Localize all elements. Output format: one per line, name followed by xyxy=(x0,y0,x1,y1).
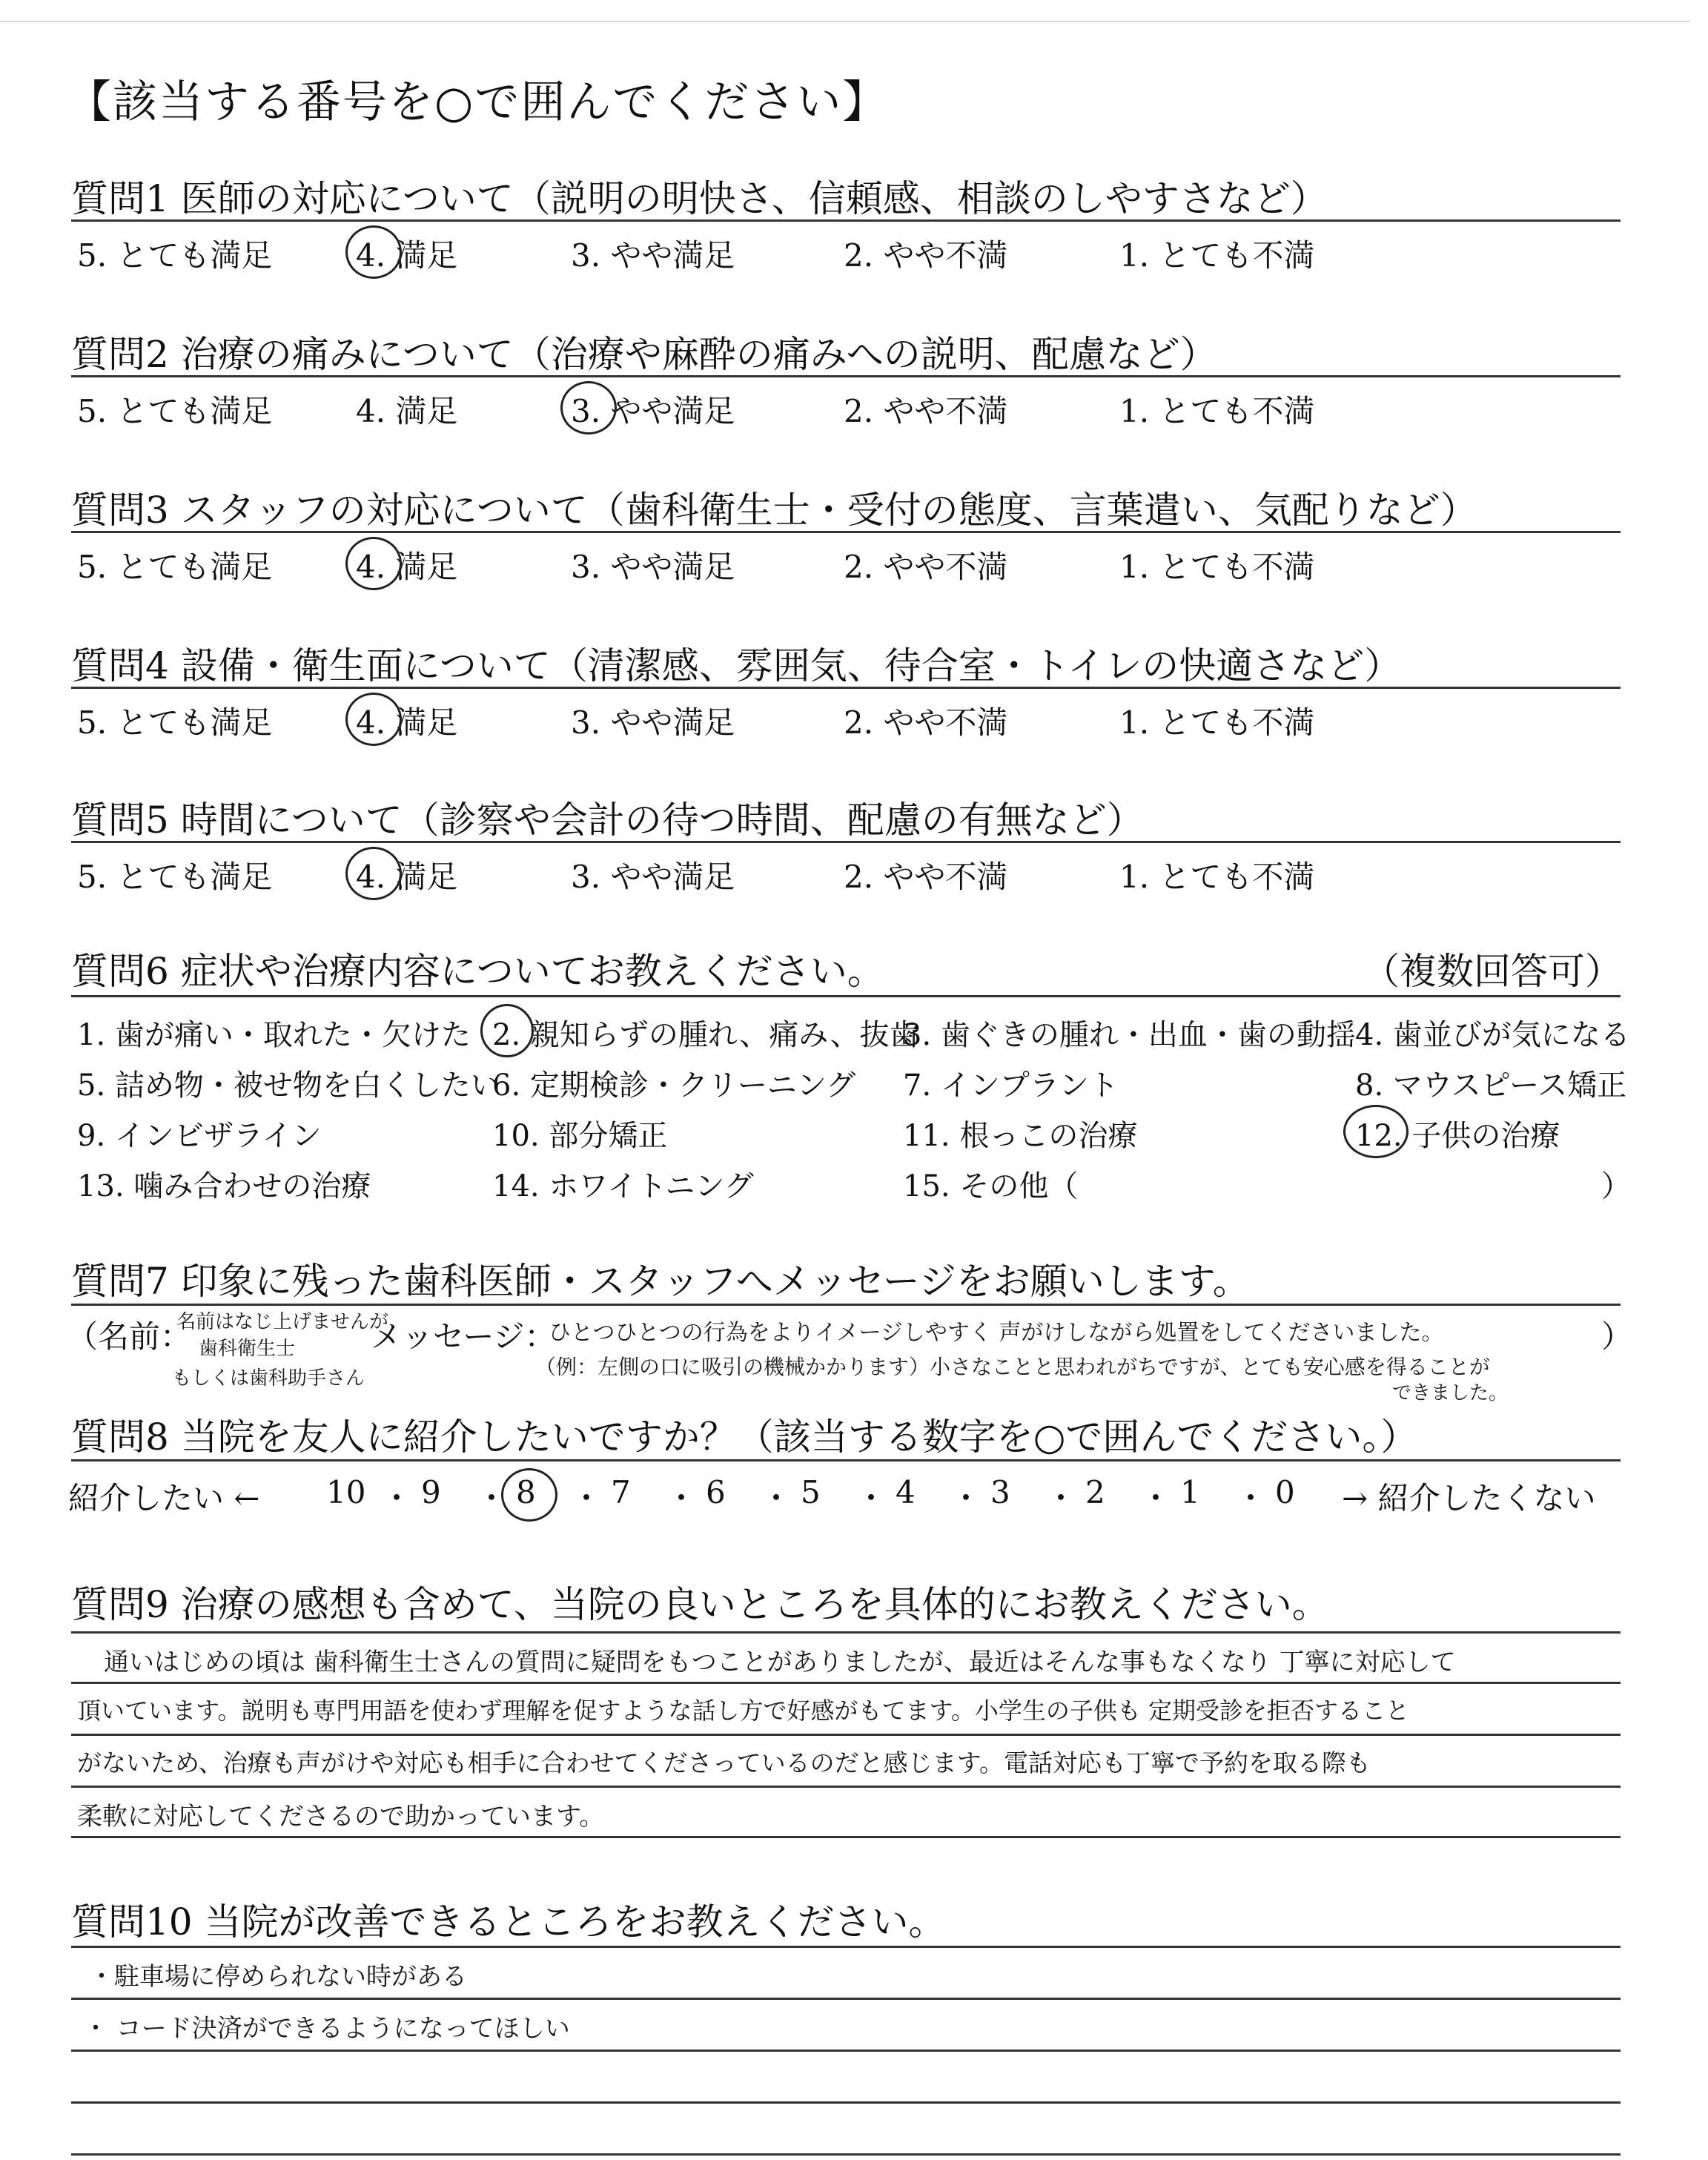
q8-scale-2[interactable]: 2 xyxy=(1085,1474,1105,1510)
q9-line-2: 頂いています。説明も専門用語を使わず理解を促すような話し方で好感がもてます。小学生の子供も 定期受診を拒否すること xyxy=(77,1697,1410,1725)
q5-option-3[interactable]: 3. やや満足 xyxy=(571,859,735,895)
q9-line-1: 通いはじめの頃は 歯科衛生士さんの質問に疑問をもつことがありましたが、最近はそんな事もなくなり 丁寧に対応して xyxy=(104,1648,1456,1677)
q4-option-2[interactable]: 2. やや不満 xyxy=(844,704,1008,741)
q3-option-4[interactable]: 4. 満足 xyxy=(356,549,458,585)
q6-option-12[interactable]: 12. 子供の治療 xyxy=(1355,1119,1560,1153)
q6-selected-circle-2 xyxy=(480,1004,534,1057)
q8-title: 質問8 当院を友人に紹介したいですか？（該当する数字を○で囲んでください。） xyxy=(71,1416,1418,1459)
q8-scale-dot: ・ xyxy=(1235,1480,1267,1516)
q6-option-4[interactable]: 4. 歯並びが気になる xyxy=(1355,1018,1630,1052)
q7-message-label: メッセージ： xyxy=(371,1318,556,1355)
q9-line-3: がないため、治療も声がけや対応も相手に合わせてくださっているのだと感じます。電話対応も丁寧で予約を取る際も xyxy=(77,1748,1371,1777)
q2-option-4[interactable]: 4. 満足 xyxy=(356,393,458,429)
q8-scale-10[interactable]: 10 xyxy=(326,1474,366,1510)
q7-name-label: （名前： xyxy=(67,1318,192,1355)
q10-line-2: ・ コード決済ができるようになってほしい xyxy=(83,2014,570,2044)
q10-rule-5 xyxy=(71,2153,1621,2156)
q8-scale-7[interactable]: 7 xyxy=(611,1474,631,1510)
q7-close-paren: ） xyxy=(1601,1318,1633,1355)
q10-title: 質問10 当院が改善できるところをお教えください。 xyxy=(71,1900,946,1943)
q6-option-11[interactable]: 11. 根っこの治療 xyxy=(903,1119,1138,1153)
q6-option-10[interactable]: 10. 部分矯正 xyxy=(492,1119,668,1153)
q6-close-paren: ） xyxy=(1601,1169,1631,1203)
q9-title: 質問9 治療の感想も含めて、当院の良いところを具体的にお教えください。 xyxy=(71,1583,1329,1626)
q1-option-1[interactable]: 1. とても不満 xyxy=(1119,237,1315,274)
q8-rule xyxy=(71,1459,1621,1462)
q2-selected-circle xyxy=(560,381,617,435)
q1-option-4[interactable]: 4. 満足 xyxy=(356,237,458,274)
q8-scale-dot: ・ xyxy=(476,1480,508,1516)
q8-scale-1[interactable]: 1 xyxy=(1180,1474,1200,1510)
q2-option-3[interactable]: 3. やや満足 xyxy=(571,393,735,429)
q8-selected-circle xyxy=(501,1468,557,1522)
q6-title: 質問6 症状や治療内容についてお教えください。 xyxy=(71,950,884,993)
q8-scale-dot: ・ xyxy=(950,1480,982,1516)
q8-scale-3[interactable]: 3 xyxy=(990,1474,1010,1510)
q8-scale-5[interactable]: 5 xyxy=(801,1474,821,1510)
q6-option-9[interactable]: 9. インビザライン xyxy=(77,1119,322,1153)
q1-rule xyxy=(71,219,1621,222)
q8-right-label: → 紹介したくない xyxy=(1342,1480,1596,1516)
q3-option-5[interactable]: 5. とても満足 xyxy=(77,549,273,585)
q10-rule-2 xyxy=(71,1998,1621,2000)
q3-option-1[interactable]: 1. とても不満 xyxy=(1119,549,1315,585)
q4-selected-circle xyxy=(345,693,402,746)
q10-rule-4 xyxy=(71,2101,1621,2104)
q6-rule xyxy=(71,995,1621,997)
q2-option-5[interactable]: 5. とても満足 xyxy=(77,393,273,429)
q8-scale-dot: ・ xyxy=(761,1480,792,1516)
q10-line-1: ・駐車場に停められない時がある xyxy=(89,1962,467,1992)
q8-scale-dot: ・ xyxy=(1045,1480,1077,1516)
q6-option-6[interactable]: 6. 定期検診・クリーニング xyxy=(492,1069,856,1103)
q5-option-2[interactable]: 2. やや不満 xyxy=(844,859,1008,895)
q4-option-5[interactable]: 5. とても満足 xyxy=(77,704,273,741)
q6-option-7[interactable]: 7. インプラント xyxy=(903,1069,1119,1103)
q6-selected-circle-12 xyxy=(1343,1105,1409,1158)
q9-rule-2 xyxy=(71,1682,1621,1684)
q6-option-13[interactable]: 13. 噛み合わせの治療 xyxy=(77,1169,371,1203)
q9-line-4: 柔軟に対応してくださるので助かっています。 xyxy=(77,1802,605,1832)
q8-left-label: 紹介したい ← xyxy=(68,1480,260,1516)
q8-scale-dot: ・ xyxy=(666,1480,698,1516)
q6-note: （複数回答可） xyxy=(1363,950,1622,993)
q8-scale-4[interactable]: 4 xyxy=(896,1474,916,1510)
q8-scale-dot: ・ xyxy=(381,1480,413,1516)
q6-option-8[interactable]: 8. マウスピース矯正 xyxy=(1355,1069,1627,1103)
q3-option-2[interactable]: 2. やや不満 xyxy=(844,549,1008,585)
q4-title: 質問4 設備・衛生面について（清潔感、雰囲気、待合室・トイレの快適さなど） xyxy=(71,644,1402,687)
q1-title: 質問1 医師の対応について（説明の明快さ、信頼感、相談のしやすさなど） xyxy=(71,177,1328,220)
q3-title: 質問3 スタッフの対応について（歯科衛生士・受付の態度、言葉遣い、気配りなど） xyxy=(71,489,1477,532)
q9-rule-5 xyxy=(71,1836,1621,1838)
q8-scale-8[interactable]: 8 xyxy=(516,1474,536,1510)
q7-name-hw-3: もしくは歯科助手さん xyxy=(172,1367,365,1390)
q6-option-2[interactable]: 2. 親知らずの腫れ、痛み、抜歯 xyxy=(492,1018,919,1052)
q9-rule-4 xyxy=(71,1786,1621,1788)
q2-option-2[interactable]: 2. やや不満 xyxy=(844,393,1008,429)
q3-selected-circle xyxy=(345,537,402,590)
q5-option-1[interactable]: 1. とても不満 xyxy=(1119,859,1315,895)
q3-rule xyxy=(71,531,1621,533)
q10-rule-3 xyxy=(71,2050,1621,2052)
q5-option-5[interactable]: 5. とても満足 xyxy=(77,859,273,895)
q7-message-hw-1: ひとつひとつの行為をよりイメージしやすく 声がけしながら処置をしてくださいました。 xyxy=(549,1320,1444,1346)
q4-option-4[interactable]: 4. 満足 xyxy=(356,704,458,741)
q3-option-3[interactable]: 3. やや満足 xyxy=(571,549,735,585)
top-border xyxy=(0,21,1690,22)
q6-option-1[interactable]: 1. 歯が痛い・取れた・欠けた xyxy=(77,1018,471,1052)
q2-rule xyxy=(71,375,1621,377)
q1-option-3[interactable]: 3. やや満足 xyxy=(571,237,735,274)
q6-option-14[interactable]: 14. ホワイトニング xyxy=(492,1169,754,1203)
q2-title: 質問2 治療の痛みについて（治療や麻酔の痛みへの説明、配慮など） xyxy=(71,333,1217,376)
q10-rule-1 xyxy=(71,1946,1621,1948)
q7-name-hw-1: 名前はなじ上げませんが xyxy=(176,1311,389,1333)
q8-scale-dot: ・ xyxy=(571,1480,603,1516)
q1-selected-circle xyxy=(345,225,402,279)
q9-rule-3 xyxy=(71,1734,1621,1736)
q7-message-hw-3: できました。 xyxy=(1392,1382,1509,1404)
q8-scale-9[interactable]: 9 xyxy=(421,1474,441,1510)
q8-scale-6[interactable]: 6 xyxy=(706,1474,726,1510)
q5-title: 質問5 時間について（診察や会計の待つ時間、配慮の有無など） xyxy=(71,799,1144,842)
q2-option-1[interactable]: 1. とても不満 xyxy=(1119,393,1315,429)
q5-rule xyxy=(71,841,1621,843)
q6-option-5[interactable]: 5. 詰め物・被せ物を白くしたい xyxy=(77,1069,500,1103)
q5-selected-circle xyxy=(345,847,402,900)
q8-scale-dot: ・ xyxy=(855,1480,887,1516)
q4-rule xyxy=(71,687,1621,689)
q1-option-2[interactable]: 2. やや不満 xyxy=(844,237,1008,274)
q6-option-3[interactable]: 3. 歯ぐきの腫れ・出血・歯の動揺 xyxy=(903,1018,1356,1052)
q5-option-4[interactable]: 4. 満足 xyxy=(356,859,458,895)
q1-option-5[interactable]: 5. とても満足 xyxy=(77,237,273,274)
q7-message-hw-2: （例：左側の口に吸引の機械かかります）小さなことと思われがちですが、とても安心感を得ることが xyxy=(535,1355,1490,1379)
q7-title: 質問7 印象に残った歯科医師・スタッフへメッセージをお願いします。 xyxy=(71,1260,1250,1303)
q9-rule-1 xyxy=(71,1631,1621,1634)
q7-name-hw-2: 歯科衛生士 xyxy=(199,1338,296,1360)
q8-scale-dot: ・ xyxy=(1140,1480,1172,1516)
page-title: 【該当する番号を○で囲んでください】 xyxy=(67,76,889,128)
q7-rule xyxy=(71,1304,1621,1306)
q4-option-1[interactable]: 1. とても不満 xyxy=(1119,704,1315,741)
q4-option-3[interactable]: 3. やや満足 xyxy=(571,704,735,741)
q8-scale-0[interactable]: 0 xyxy=(1275,1474,1295,1510)
q6-option-15[interactable]: 15. その他（ xyxy=(903,1169,1079,1203)
